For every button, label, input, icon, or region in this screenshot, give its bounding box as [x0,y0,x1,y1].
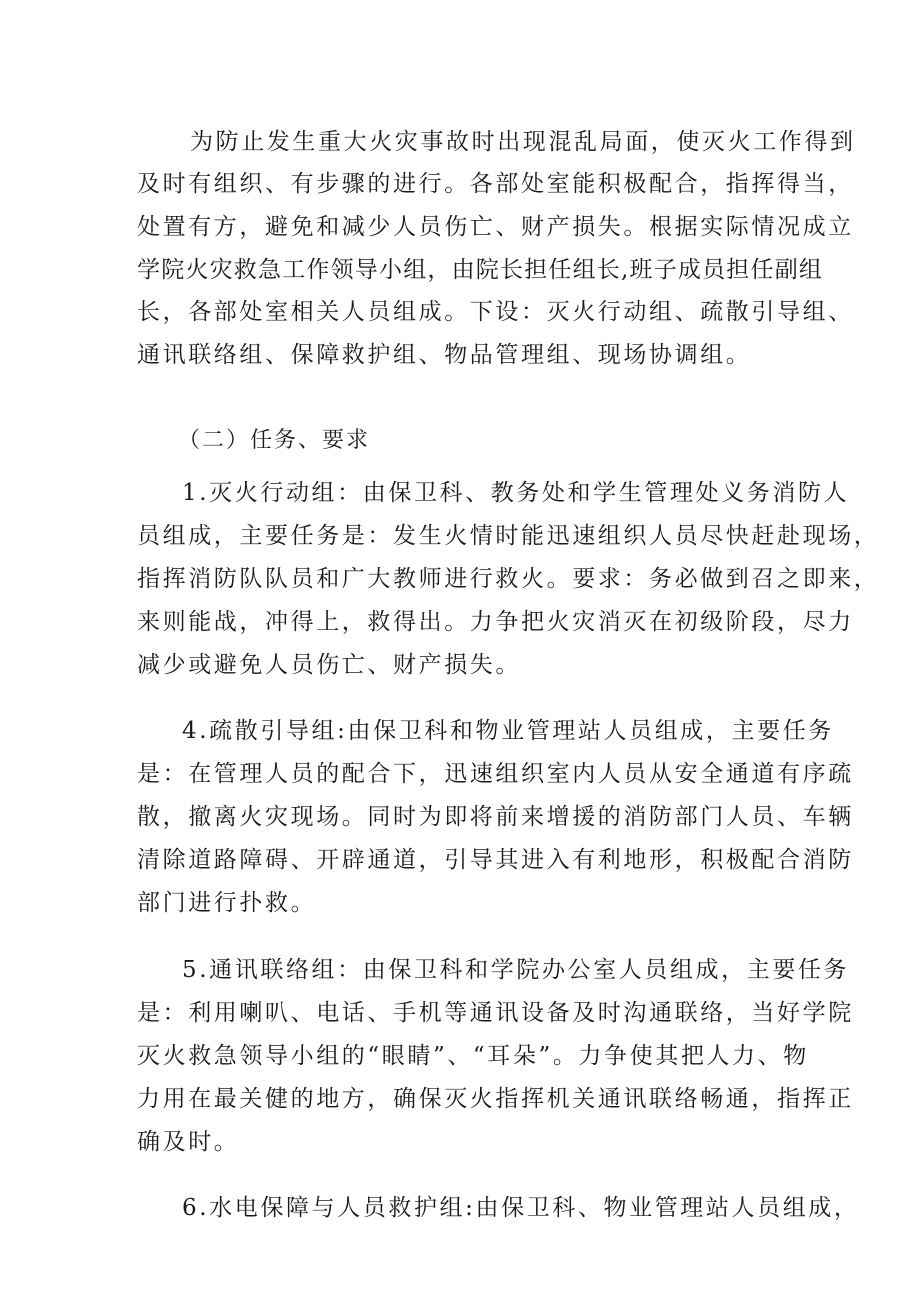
section-heading: （二）任务、要求 [178,428,371,453]
intro-line-2: 及时有组织、有步骤的进行。各部处室能积极配合，指挥得当， [137,171,854,197]
item-1-line-3: 指挥消防队队员和广大教师进行救火。要求：务必做到召之即来， [137,566,880,592]
item-6-line-1: 6.水电保障与人员救护组:由保卫科、物业管理站人员组成， [182,1195,860,1221]
item-4-line-1: 4.疏散引导组:由保卫科和物业管理站人员组成，主要任务 [182,718,834,744]
intro-line-1: 为防止发生重大火灾事故时出现混乱局面，使灭火工作得到 [190,129,856,155]
item-1-line-1: 1.灭火行动组：由保卫科、教务处和学生管理处义务消防人 [182,480,850,506]
intro-line-4: 学院火灾救急工作领导小组，由院长担任组长,班子成员担任副组 [137,257,824,283]
item-5-line-1: 5.通讯联络组：由保卫科和学院办公室人员组成，主要任务 [182,957,850,983]
intro-line-5: 长，各部处室相关人员组成。下设：灭火行动组、疏散引导组、 [137,299,854,325]
intro-line-3: 处置有方，避免和减少人员伤亡、财产损失。根据实际情况成立 [137,214,854,240]
intro-line-6: 通讯联络组、保障救护组、物品管理组、现场协调组。 [137,342,752,368]
item-1-line-4: 来则能战，冲得上，救得出。力争把火灾消灭在初级阶段，尽力 [137,609,854,635]
item-1-line-5: 减少或避免人员伤亡、财产损失。 [137,652,521,678]
item-5-line-5: 确及时。 [137,1129,240,1155]
item-1-line-2: 员组成，主要任务是：发生火情时能迅速组织人员尽快赶赴现场， [137,523,880,549]
item-4-line-2: 是：在管理人员的配合下，迅速组织室内人员从安全通道有序疏 [137,761,854,787]
item-5-line-4: 力用在最关健的地方，确保灭火指挥机关通讯联络畅通，指挥正 [137,1086,854,1112]
item-4-line-4: 清除道路障碍、开辟通道，引导其进入有利地形，积极配合消防 [137,847,854,873]
item-5-line-2: 是：利用喇叭、电话、手机等通讯设备及时沟通联络，当好学院 [137,1000,854,1026]
item-4-line-5: 部门进行扑救。 [137,890,317,916]
item-5-line-3: 灭火救急领导小组的“眼睛”、“耳朵”。力争使其把人力、物 [137,1043,809,1069]
item-4-line-3: 散，撤离火灾现场。同时为即将前来增援的消防部门人员、车辆 [137,804,854,830]
